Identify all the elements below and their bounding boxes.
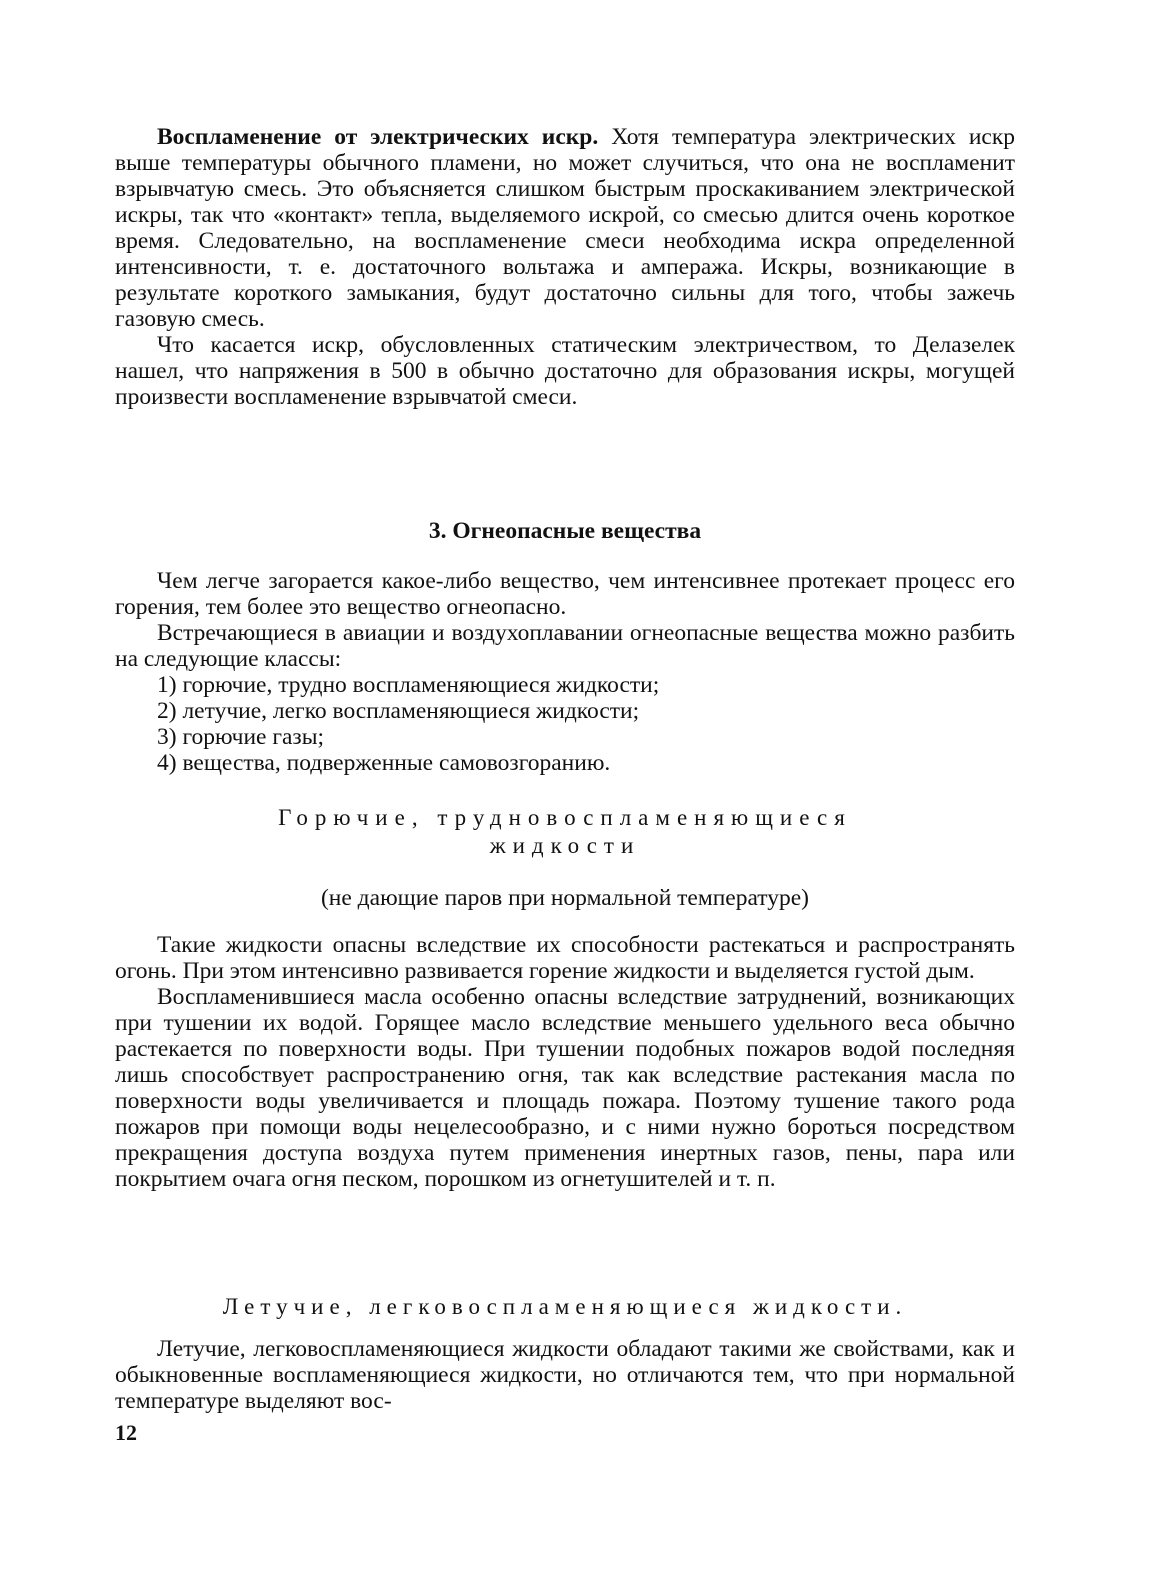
combustible-liquids-heading [115, 804, 1015, 860]
spark-ignition-section [115, 124, 1015, 410]
page-number: 12 [115, 1420, 137, 1445]
section-3-body [115, 568, 1015, 776]
flammability-paragraph: Чем легче загорается какое-либо вещество, чем интенсивнее протекает процесс его горения, тем более это вещество огнеопасно. [115, 568, 1015, 620]
classes-intro-paragraph: Встречающиеся в авиации и воздухоплавании огнеопасные вещества можно разбить на следующие классы: [115, 620, 1015, 672]
static-electricity-paragraph: Что касается искр, обусловленных статическим электричеством, то Делазелек нашел, что напряжения в 500 в обычно достаточно для образования искры, могущей произвести воспламенение взрывчатой смеси. [115, 332, 1015, 410]
spark-ignition-paragraph [115, 124, 1015, 332]
flammable-classes-list [115, 672, 1015, 776]
section-3-heading: 3. Огнеопасные вещества [428, 518, 702, 544]
combustible-liquids-heading-line2: жидкости [489, 833, 641, 858]
list-item: 4) вещества, подверженные самовозгоранию. [157, 750, 611, 776]
combustible-liquids-paragraph-2: Воспламенившиеся масла особенно опасны вследствие затруднений, возникающих при тушении их водой. Горящее масло вследствие меньшего удельного веса обычно растекается по поверхности воды. При тушении подобных пожаров водой последняя лишь способствует распространению огня, так как вследствие растекания масла по поверхности воды увеличивается и площадь пожара. Поэтому тушение такого рода пожаров при помощи воды нецелесообразно, и с ними нужно бороться посредством прекращения доступа воздуха путем применения инертных газов, пены, пара или покрытием очага огня песком, порошком из огнетушителей и т. п. [115, 984, 1015, 1192]
volatile-liquids-body [115, 1336, 1015, 1414]
spark-ignition-text: Хотя температура электрических искр выше температуры обычного пламени, но может случиться, что она не воспламенит взрывчатую смесь. Это объясняется слишком быстрым проскакиванием электрической искры, так что «контакт» тепла, выделяемого искрой, со смесью длится очень короткое время. Следовательно, на воспламенение смеси необходима искра определенной интенсивности, т. е. достаточного вольтажа и ампеража. Искры, возникающие в результате короткого замыкания, будут достаточно сильны для того, чтобы зажечь газовую смесь. [115, 124, 1015, 332]
combustible-liquids-paragraph-1: Такие жидкости опасны вследствие их способности растекаться и распространять огонь. При этом интенсивно развивается горение жидкости и выделяется густой дым. [115, 932, 1015, 984]
combustible-liquids-subheading: (не дающие паров при нормальной температуре) [320, 885, 810, 911]
list-item: 3) горючие газы; [157, 724, 325, 750]
spark-ignition-run-in-heading: Воспламенение от электрических искр. [157, 124, 599, 150]
combustible-liquids-body [115, 932, 1015, 1192]
list-item: 2) летучие, легко воспламеняющиеся жидкости; [157, 698, 640, 724]
volatile-liquids-heading: Летучие, легковоспламеняющиеся жидкости. [222, 1294, 908, 1319]
volatile-liquids-paragraph: Летучие, легковоспламеняющиеся жидкости обладают такими же свойствами, как и обыкновенные воспламеняющиеся жидкости, но отличаются тем, что при нормальной температуре выделяют вос- [115, 1336, 1015, 1414]
combustible-liquids-heading-line1: Горючие, трудновоспламеняющиеся [278, 805, 852, 830]
list-item: 1) горючие, трудно воспламеняющиеся жидкости; [157, 672, 660, 698]
